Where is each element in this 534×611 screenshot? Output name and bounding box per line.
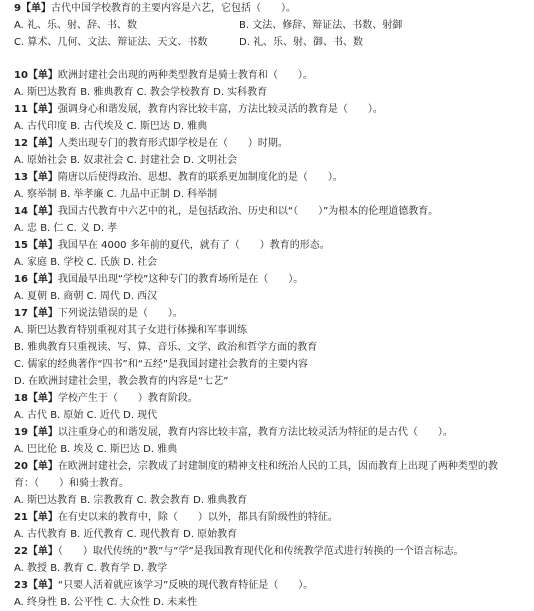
spacer	[14, 51, 534, 67]
question-number: 19	[14, 427, 28, 438]
question-number: 21	[14, 512, 28, 523]
question-type-tag: 【单】	[27, 308, 58, 319]
question-number: 12	[14, 138, 28, 149]
question-text: 我国最早出现“学校”这种专门的教育场所是在（ ）。	[57, 274, 304, 285]
question-12	[14, 135, 534, 169]
question-15	[14, 237, 534, 271]
question-type-tag: 【单】	[27, 206, 58, 217]
question-text: 学校产生于（ ）教育阶段。	[57, 393, 198, 404]
question-stem	[14, 237, 534, 254]
question-text: 在有史以来的教育中，除（ ）以外，都具有阶级性的特征。	[57, 512, 338, 523]
options-row: A. 忠 B. 仁 C. 义 D. 孝	[14, 223, 118, 234]
question-stem	[14, 424, 534, 441]
question-text: 隋唐以后使得政治、思想、教育的联系更加制度化的是（ ）。	[57, 172, 343, 183]
question-stem	[14, 67, 534, 84]
question-text: 欧洲封建社会出现的两种类型教育是骑士教育和（ ）。	[57, 70, 313, 81]
question-stem	[14, 390, 534, 407]
question-stem	[14, 0, 534, 17]
question-number: 13	[14, 172, 28, 183]
question-number: 9	[14, 3, 21, 14]
question-22	[14, 543, 534, 577]
question-type-tag: 【单】	[27, 512, 58, 523]
question-type-tag: 【单】	[27, 138, 58, 149]
option-b: B. 雅典教育只重视读、写、算、音乐、文学、政治和哲学方面的教育	[14, 342, 318, 353]
question-stem	[14, 458, 534, 475]
option-d: D. 在欧洲封建社会里，教会教育的内容是“七艺”	[14, 376, 229, 387]
question-stem	[14, 271, 534, 288]
question-type-tag: 【单】	[27, 240, 58, 251]
question-18	[14, 390, 534, 424]
question-text: 古代中国学校教育的主要内容是六艺，它包括（ ）。	[50, 3, 296, 14]
question-text: 人类出现专门的教育形式即学校是在（ ）时期。	[57, 138, 288, 149]
question-number: 18	[14, 393, 28, 404]
question-stem	[14, 509, 534, 526]
question-17	[14, 305, 534, 390]
option-a: A. 礼、乐、射、辞、书、数	[14, 20, 138, 31]
option-a: A. 斯巴达教育特别重视对其子女进行体操和军事训练	[14, 325, 248, 336]
options-row: A. 原始社会 B. 奴隶社会 C. 封建社会 D. 文明社会	[14, 155, 238, 166]
question-number: 15	[14, 240, 28, 251]
question-text: 我国古代教育中六艺中的礼，是包括政治、历史和以“（ ）”为根本的伦理道德教育。	[57, 206, 439, 217]
question-number: 16	[14, 274, 28, 285]
question-16	[14, 271, 534, 305]
question-type-tag: 【单】	[27, 274, 58, 285]
question-type-tag: 【单】	[20, 3, 51, 14]
options-row: A. 古代印度 B. 古代埃及 C. 斯巴达 D. 雅典	[14, 121, 208, 132]
options-row: A. 终身性 B. 公平性 C. 大众性 D. 未来性	[14, 597, 198, 608]
question-text: 强调身心和谐发展，教育内容比较丰富，方法比较灵活的教育是（ ）。	[57, 104, 383, 115]
question-type-tag: 【单】	[27, 393, 58, 404]
options-row: A. 斯巴达教育 B. 雅典教育 C. 教会学校教育 D. 实科教育	[14, 87, 268, 98]
question-text: （ ）取代传统的“教”与“学”是我国教育现代化和传统教学范式进行转换的一个语言标志。	[57, 546, 464, 557]
question-stem	[14, 305, 534, 322]
question-type-tag: 【单】	[27, 427, 58, 438]
question-number: 11	[14, 104, 28, 115]
options-row: A. 古代 B. 原始 C. 近代 D. 现代	[14, 410, 158, 421]
question-type-tag: 【单】	[27, 172, 58, 183]
question-stem	[14, 203, 534, 220]
options-row	[14, 17, 534, 34]
question-text-continued: 育：（ ）和骑士教育。	[14, 478, 129, 489]
question-number: 14	[14, 206, 28, 217]
question-type-tag: 【单】	[27, 104, 58, 115]
question-type-tag: 【单】	[27, 546, 58, 557]
question-number: 20	[14, 461, 28, 472]
question-stem	[14, 543, 534, 560]
question-type-tag: 【单】	[27, 580, 58, 591]
question-text: “只要人活着就应该学习”反映的现代教育特征是（ ）。	[57, 580, 314, 591]
question-20	[14, 458, 534, 509]
question-stem	[14, 169, 534, 186]
question-21	[14, 509, 534, 543]
options-row: A. 家庭 B. 学校 C. 氏族 D. 社会	[14, 257, 158, 268]
question-11	[14, 101, 534, 135]
option-b: B. 文法、修辞、辩证法、书数、射御	[239, 20, 403, 31]
question-type-tag: 【单】	[27, 70, 58, 81]
question-text: 在欧洲封建社会，宗教成了封建制度的精神支柱和统治人民的工具，因而教育上出现了两种类型的教	[57, 461, 498, 472]
question-number: 10	[14, 70, 28, 81]
options-row: A. 古代教育 B. 近代教育 C. 现代教育 D. 原始教育	[14, 529, 238, 540]
question-stem	[14, 101, 534, 118]
question-text: 下列说法错误的是（ ）。	[57, 308, 183, 319]
question-stem	[14, 135, 534, 152]
question-19	[14, 424, 534, 458]
option-c: C. 算术、几何、文法、辩证法、天文、书数	[14, 37, 208, 48]
question-13	[14, 169, 534, 203]
options-row: A. 教授 B. 教育 C. 教育学 D. 教学	[14, 563, 168, 574]
question-text: 我国早在 4000 多年前的夏代，就有了（ ）教育的形态。	[57, 240, 330, 251]
options-row: A. 察举制 B. 举孝廉 C. 九品中正制 D. 科举制	[14, 189, 218, 200]
question-number: 23	[14, 580, 28, 591]
options-row: A. 夏朝 B. 商朝 C. 周代 D. 西汉	[14, 291, 158, 302]
question-stem	[14, 577, 534, 594]
option-d: D. 礼、乐、射、御、书、数	[239, 37, 364, 48]
question-10	[14, 67, 534, 101]
question-23	[14, 577, 534, 611]
question-14	[14, 203, 534, 237]
option-c: C. 儒家的经典著作“四书”和“五经”是我国封建社会教育的主要内容	[14, 359, 309, 370]
options-row: A. 巴比伦 B. 埃及 C. 斯巴达 D. 雅典	[14, 444, 178, 455]
question-type-tag: 【单】	[27, 461, 58, 472]
options-row	[14, 34, 534, 51]
question-9	[14, 0, 534, 51]
question-number: 17	[14, 308, 28, 319]
options-row: A. 斯巴达教育 B. 宗教教育 C. 教会教育 D. 雅典教育	[14, 495, 248, 506]
question-text: 以注重身心的和谐发展，教育内容比较丰富，教育方法比较灵活为特征的是古代（ ）。	[57, 427, 453, 438]
question-number: 22	[14, 546, 28, 557]
